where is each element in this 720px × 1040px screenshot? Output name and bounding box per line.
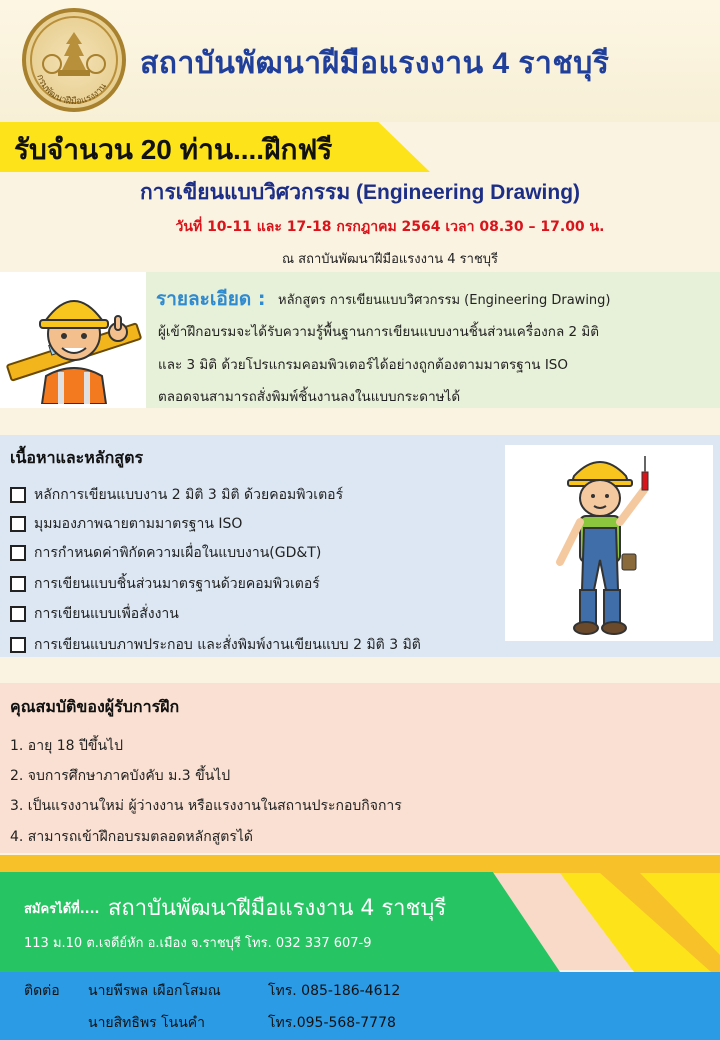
content-heading: เนื้อหาและหลักสูตร	[10, 448, 144, 467]
contact-phone: โทร. 085-186-4612	[268, 983, 401, 999]
content-list-item	[10, 542, 321, 564]
checkbox-icon	[10, 606, 26, 622]
details-line: และ 3 มิติ ด้วยโปรแกรมคอมพิวเตอร์ได้อย่างถูกต้องตามมาตรฐาน ISO	[158, 357, 568, 373]
content-item-text: การเขียนแบบชิ้นส่วนมาตรฐานด้วยคอมพิวเตอร์	[34, 576, 320, 592]
promo-text: รับจำนวน 20 ท่าน....ฝึกฟรี	[14, 134, 333, 165]
content-item-text: มุมมองภาพฉายตามมาตรฐาน ISO	[34, 516, 243, 532]
qualification-item: 3. เป็นแรงงานใหม่ ผู้ว่างงาน หรือแรงงานในสถานประกอบกิจการ	[10, 798, 402, 814]
content-item-text: การเขียนแบบเพื่อสั่งงาน	[34, 606, 179, 622]
checkbox-icon	[10, 545, 26, 561]
content-list-item	[10, 513, 242, 535]
checkbox-icon	[10, 487, 26, 503]
svg-text:กรมพัฒนาฝีมือแรงงาน	[34, 73, 109, 107]
qualification-item: 1. อายุ 18 ปีขึ้นไป	[10, 738, 123, 754]
content-list-item	[10, 603, 179, 625]
institute-title: สถาบันพัฒนาฝีมือแรงงาน 4 ราชบุรี	[140, 47, 610, 80]
details-label: รายละเอียด :	[156, 288, 266, 310]
contact-label: ติดต่อ	[24, 983, 60, 999]
course-venue: ณ สถาบันพัฒนาฝีมือแรงงาน 4 ราชบุรี	[281, 252, 499, 267]
content-list-item	[10, 634, 421, 656]
seal-text: กรมพัฒนาฝีมือแรงงาน	[34, 73, 109, 108]
apply-address: 113 ม.10 ต.เจดีย์หัก อ.เมือง จ.ราชบุรี โทร. 032 337 607-9	[24, 936, 372, 951]
details-intro: หลักสูตร การเขียนแบบวิศวกรรม (Engineering Drawing)	[278, 293, 611, 308]
apply-institute-name: สถาบันพัฒนาฝีมือแรงงาน 4 ราชบุรี	[108, 896, 447, 921]
checkbox-icon	[10, 516, 26, 532]
content-list-item	[10, 573, 320, 595]
course-date: วันที่ 10-11 และ 17-18 กรกฎาคม 2564 เวลา 08.30 – 17.00 น.	[175, 219, 605, 235]
qualification-item: 2. จบการศึกษาภาคบังคับ ม.3 ขึ้นไป	[10, 768, 231, 784]
apply-label: สมัครได้ที่....	[24, 902, 100, 917]
checkbox-icon	[10, 576, 26, 592]
content-item-text: หลักการเขียนแบบงาน 2 มิติ 3 มิติ ด้วยคอมพิวเตอร์	[34, 487, 344, 503]
contact-name: นายสิทธิพร โนนคำ	[88, 1015, 206, 1031]
content-item-text: การเขียนแบบภาพประกอบ และสั่งพิมพ์งานเขียนแบบ 2 มิติ 3 มิติ	[34, 637, 421, 653]
checkbox-icon	[10, 637, 26, 653]
content-item-text: การกำหนดค่าพิกัดความเผื่อในแบบงาน(GD&T)	[34, 545, 322, 561]
qualification-item: 4. สามารถเข้าฝึกอบรมตลอดหลักสูตรได้	[10, 829, 253, 845]
worker-thumbs-up-illustration	[6, 276, 142, 404]
details-line: ผู้เข้าฝึกอบรมจะได้รับความรู้พื้นฐานการเขียนแบบงานชิ้นส่วนเครื่องกล 2 มิติ	[158, 324, 600, 340]
worker-screwdriver-illustration	[540, 450, 680, 640]
contact-name: นายพีรพล เผือกโสมณ	[88, 983, 221, 999]
content-list-item	[10, 484, 343, 506]
contact-phone: โทร.095-568-7778	[268, 1015, 396, 1031]
seal-emblem	[22, 8, 126, 112]
qualifications-heading: คุณสมบัติของผู้รับการฝึก	[10, 697, 180, 716]
details-line: ตลอดจนสามารถสั่งพิมพ์ชิ้นงานลงในแบบกระดาษได้	[158, 389, 461, 405]
course-title: การเขียนแบบวิศวกรรม (Engineering Drawing)	[139, 181, 581, 204]
